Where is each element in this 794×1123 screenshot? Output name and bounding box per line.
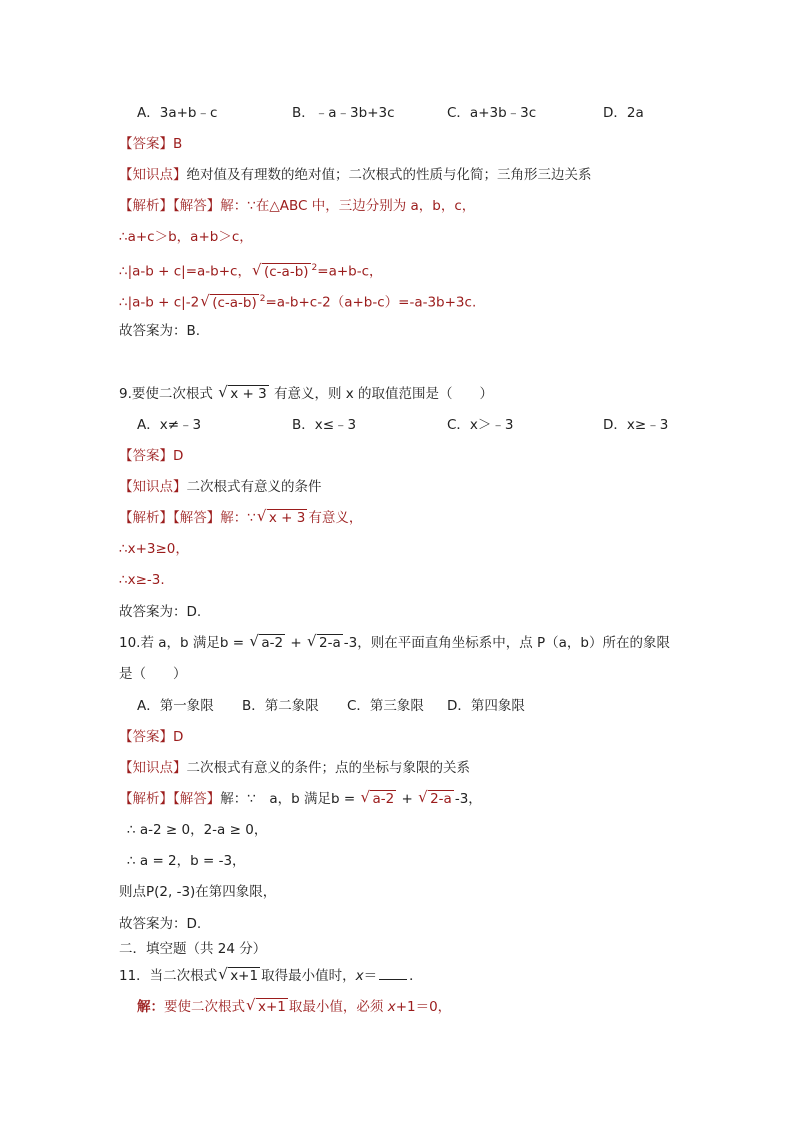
analysis-line (119, 197, 475, 215)
knowledge-label: 【知识点】 (119, 760, 187, 776)
option-d: D．x≥﹣3 (603, 417, 669, 433)
sqrt-expression: √ x + 3 (218, 383, 267, 402)
stem-text: ． (409, 968, 423, 984)
answer-value: D (173, 729, 184, 745)
radicand: x + 3 (268, 510, 306, 526)
stem-text: 11．当二次根式 (119, 968, 218, 984)
solution-text: +1＝0， (395, 999, 452, 1015)
analysis-label: 【解析】【解答】 (119, 791, 221, 807)
sqrt-expression: √ 2-a (307, 632, 341, 651)
analysis-step: ∴a+c＞b，a+b＞c， (119, 229, 253, 245)
stem-text: 10.若 a，b 满足b = (119, 635, 245, 651)
analysis-step: ∴x+3≥0， (119, 541, 189, 557)
answer-value: D (173, 448, 184, 464)
option-b: B．﹣a﹣3b+3c (292, 105, 395, 121)
option-d: D．2a (603, 105, 644, 121)
analysis-label: 【解析】【解答】 (119, 198, 221, 214)
option-a: A．3a+b﹣c (137, 105, 218, 121)
analysis-text: -3， (454, 791, 482, 807)
answer-value: B (173, 136, 183, 152)
knowledge-text: 绝对值及有理数的绝对值；二次根式的性质与化简；三角形三边关系 (186, 167, 592, 183)
radicand: x + 3 (230, 386, 267, 402)
analysis-line (119, 509, 362, 527)
option-c: C．x＞﹣3 (447, 417, 514, 433)
analysis-step: 则点P(2, -3)在第四象限， (119, 884, 277, 900)
sqrt-expression: √ 2-a (418, 788, 452, 807)
conclusion: 故答案为：D. (119, 604, 202, 620)
analysis-text: =a+b-c， (317, 263, 383, 280)
analysis-text: 解：∵ (220, 510, 256, 526)
radicand: (c-a-b) (212, 294, 257, 311)
answer-label: 【答案】 (119, 136, 173, 152)
sqrt-expression: √ x+1 (246, 996, 286, 1015)
section-heading: 二．填空题（共 24 分） (119, 941, 267, 957)
variable: x (387, 999, 396, 1015)
analysis-step: ∴|a-b + c|=a-b+c， √ (c-a-b) $^2$=a+b-c， (119, 260, 383, 280)
solution-label: 解： (137, 999, 164, 1015)
option-b: B．x≤﹣3 (292, 417, 357, 433)
option-b: B．第二象限 (242, 698, 319, 714)
question-stem-cont: 是（ ） (119, 666, 187, 682)
option-c: C．第三象限 (347, 698, 424, 714)
stem-text: 9.要使二次根式 (119, 386, 213, 402)
answer-line (119, 728, 183, 746)
option-a: A．第一象限 (137, 698, 214, 714)
stem-text: + (290, 635, 302, 651)
analysis-text: 有意义， (308, 510, 363, 526)
option-d: D．第四象限 (447, 698, 525, 714)
radicand: 2-a (430, 791, 452, 807)
radicand: a-2 (372, 791, 395, 807)
answer-blank (379, 967, 407, 980)
sqrt-expression: √ (c-a-b) (200, 291, 257, 311)
sqrt-expression: √ a-2 (249, 632, 284, 651)
analysis-text: + (401, 791, 413, 807)
analysis-step: ∴ a = 2，b = -3， (127, 853, 246, 869)
radicand: x+1 (258, 999, 286, 1015)
knowledge-text: 二次根式有意义的条件 (186, 479, 322, 495)
option-c: C．a+3b﹣3c (447, 105, 537, 121)
knowledge-line (119, 478, 322, 496)
answer-line (119, 447, 183, 465)
knowledge-text: 二次根式有意义的条件；点的坐标与象限的关系 (186, 760, 470, 776)
stem-text: ＝ (363, 968, 378, 984)
sqrt-expression: √ a-2 (360, 788, 395, 807)
analysis-step: ∴x≥-3. (119, 572, 165, 588)
answer-label: 【答案】 (119, 729, 173, 745)
solution-line (137, 998, 451, 1016)
radicand: a-2 (261, 635, 284, 651)
analysis-line (119, 790, 482, 808)
answer-label: 【答案】 (119, 448, 173, 464)
stem-text: 有意义，则 x 的取值范围是（ ） (273, 386, 494, 402)
analysis-step: ∴ a-2 ≥ 0，2-a ≥ 0， (127, 822, 268, 838)
conclusion: 故答案为：B. (119, 323, 201, 339)
question-stem (119, 967, 423, 985)
solution-text: 取最小值，必须 (288, 999, 384, 1015)
sqrt-expression: √ (c-a-b) (251, 260, 309, 280)
stem-text: 取得最小值时， (261, 968, 356, 984)
radicand: (c-a-b) (263, 263, 309, 280)
knowledge-label: 【知识点】 (119, 167, 187, 183)
sqrt-expression: √ x + 3 (256, 507, 306, 526)
question-stem (119, 634, 670, 652)
analysis-text: 解：∵在△ABC 中，三边分别为 a，b，c， (220, 198, 476, 214)
analysis-step: ∴|a-b + c|-2 √ (c-a-b) $^2$=a-b+c-2（a+b-c）=-a-3b+3c. (119, 291, 477, 311)
analysis-label: 【解析】【解答】 (119, 510, 221, 526)
radicand: 2-a (319, 635, 341, 651)
sqrt-expression: √ x+1 (218, 965, 259, 984)
analysis-text: ∴|a-b + c|=a-b+c， (119, 263, 251, 280)
stem-text: -3，则在平面直角坐标系中，点 P（a，b）所在的象限 (343, 635, 670, 651)
solution-text: 要使二次根式 (164, 999, 245, 1015)
analysis-text: =a-b+c-2（a+b-c）=-a-3b+3c. (265, 294, 477, 311)
option-a: A．x≠﹣3 (137, 417, 202, 433)
question-stem (119, 385, 493, 403)
knowledge-line (119, 759, 470, 777)
variable: x (355, 968, 364, 984)
knowledge-label: 【知识点】 (119, 479, 187, 495)
analysis-text: ∴|a-b + c|-2 (119, 294, 200, 311)
answer-line (119, 135, 182, 153)
conclusion: 故答案为：D. (119, 916, 202, 932)
knowledge-line (119, 166, 592, 184)
radicand: x+1 (230, 968, 259, 984)
analysis-text: 解：∵ a，b 满足b = (220, 791, 356, 807)
